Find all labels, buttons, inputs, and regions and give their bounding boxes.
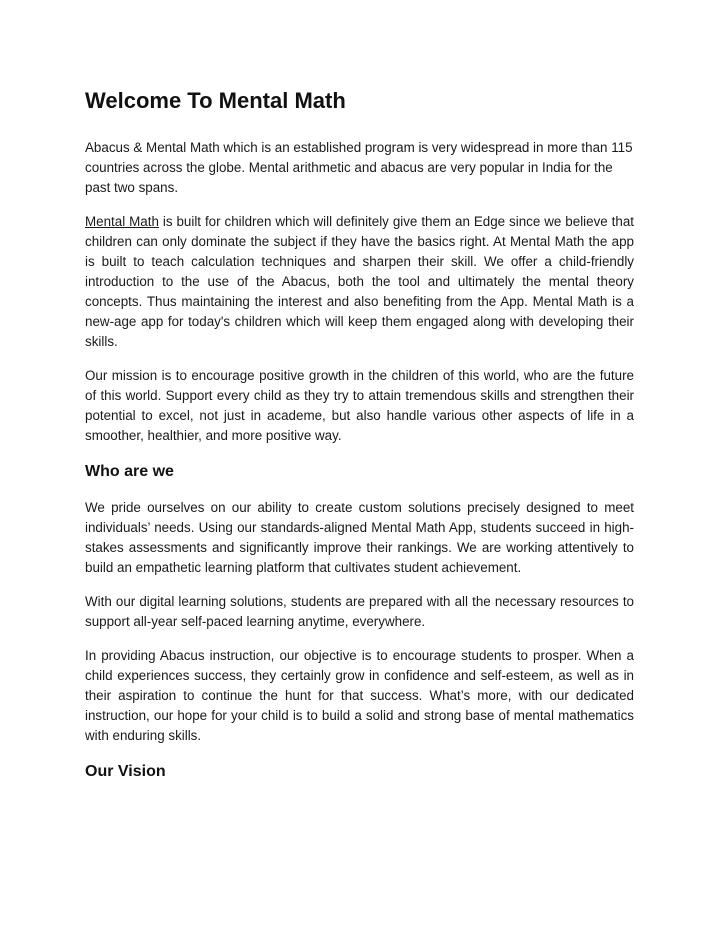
intro-paragraph: Abacus & Mental Math which is an established program is very widespread in more than 115 countries across the globe. Mental arithmetic and abacus are very popular in India for the past two spans. <box>85 140 633 195</box>
our-vision-heading: Our Vision <box>85 763 166 780</box>
mission-paragraph: Our mission is to encourage positive growth in the children of this world, who are the future of this world. Support every child as they try to attain tremendous skills and strengthen their potential to excel, not just in academe, but also handle various other aspects of life in a smoother, healthier, and more positive way. <box>85 368 634 443</box>
mental-math-link[interactable]: Mental Math <box>85 214 159 229</box>
who-paragraph-2: With our digital learning solutions, students are prepared with all the necessary resources to support all-year self-paced learning anytime, everywhere. <box>85 594 634 629</box>
who-are-we-heading: Who are we <box>85 463 174 480</box>
who-paragraph-1: We pride ourselves on our ability to create custom solutions precisely designed to meet individuals’ needs. Using our standards-aligned Mental Math App, students succeed in high-stakes assessments and significantly improve their rankings. We are working attentively to build an empathetic learning platform that cultivates student achievement. <box>85 500 634 575</box>
about-app-paragraph <box>85 212 634 352</box>
page-title: Welcome To Mental Math <box>85 88 346 113</box>
who-paragraph-3: In providing Abacus instruction, our objective is to encourage students to prosper. When a child experiences success, they certainly grow in confidence and self-esteem, as well as in their aspiration to continue the hunt for that success. What’s more, with our dedicated instruction, our hope for your child is to build a solid and strong base of mental mathematics with enduring skills. <box>85 648 634 743</box>
about-app-text: is built for children which will definitely give them an Edge since we believe that children can only dominate the subject if they have the basics right. At Mental Math the app is built to teach calculation techniques and sharpen their skill. We offer a child-friendly introduction to the use of the Abacus, both the tool and ultimately the mental theory concepts. Thus maintaining the interest and also benefiting from the App. Mental Math is a new-age app for today's children which will keep them engaged along with developing their skills. <box>85 214 635 349</box>
